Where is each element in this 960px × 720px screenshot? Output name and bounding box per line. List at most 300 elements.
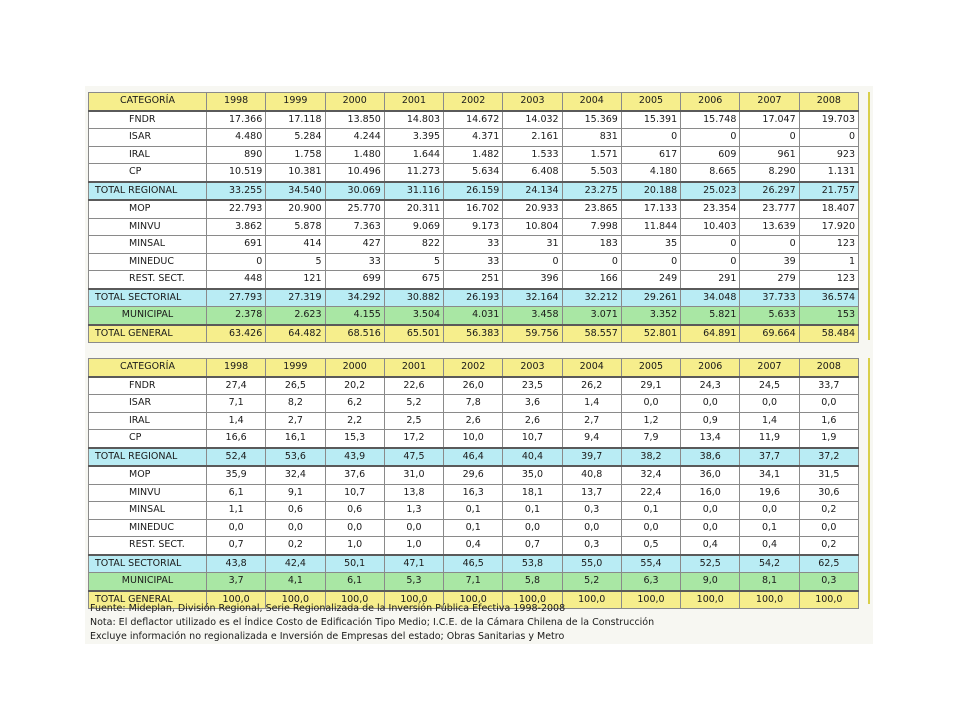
table-cell: 1.533 xyxy=(503,146,562,164)
table-cell: 20.311 xyxy=(384,200,443,218)
row-label: MOP xyxy=(89,200,207,218)
table-row-general xyxy=(89,325,859,343)
table-cell: 33 xyxy=(444,236,503,254)
table-cell: 16,6 xyxy=(207,430,266,448)
side-mark xyxy=(868,358,870,604)
table-cell: 22.793 xyxy=(207,200,266,218)
table-cell: 4,1 xyxy=(266,573,325,591)
table-cell: 10.381 xyxy=(266,164,325,182)
table-cell: 7,9 xyxy=(621,430,680,448)
table-cell: 4.031 xyxy=(444,307,503,325)
column-header-year: 2004 xyxy=(562,93,621,111)
table-cell: 11.273 xyxy=(384,164,443,182)
table-cell: 42,4 xyxy=(266,555,325,573)
table-cell: 13,7 xyxy=(562,484,621,502)
table-cell: 100,0 xyxy=(681,591,740,609)
table-cell: 0 xyxy=(562,253,621,271)
table-cell: 46,4 xyxy=(444,448,503,467)
table-cell: 22,4 xyxy=(621,484,680,502)
table-cell: 24,3 xyxy=(681,377,740,395)
table-row xyxy=(89,129,859,147)
column-header-year: 2003 xyxy=(503,359,562,377)
table-row-municipal xyxy=(89,307,859,325)
table-cell: 7.363 xyxy=(325,218,384,236)
table-cell: 8.665 xyxy=(681,164,740,182)
column-header-year: 1998 xyxy=(207,359,266,377)
table-cell: 396 xyxy=(503,271,562,289)
table-cell: 0,0 xyxy=(562,519,621,537)
row-label: ISAR xyxy=(89,395,207,413)
table-cell: 32,4 xyxy=(266,466,325,484)
table-cell: 5.878 xyxy=(266,218,325,236)
table-cell: 100,0 xyxy=(740,591,799,609)
table-cell: 2,7 xyxy=(266,412,325,430)
table-row xyxy=(89,377,859,395)
table-cell: 18.407 xyxy=(799,200,858,218)
table-cell: 3.395 xyxy=(384,129,443,147)
table-cell: 100,0 xyxy=(266,591,325,609)
row-label: REST. SECT. xyxy=(89,537,207,555)
table-cell: 1.758 xyxy=(266,146,325,164)
table-cell: 1.480 xyxy=(325,146,384,164)
row-label: MOP xyxy=(89,466,207,484)
table-cell: 37,7 xyxy=(740,448,799,467)
table-cell: 59.756 xyxy=(503,325,562,343)
table-cell: 0 xyxy=(681,129,740,147)
table-cell: 31 xyxy=(503,236,562,254)
row-label: REST. SECT. xyxy=(89,271,207,289)
table-cell: 69.664 xyxy=(740,325,799,343)
table-cell: 0,1 xyxy=(444,502,503,520)
table-cell: 34.292 xyxy=(325,289,384,307)
column-header-year: 2006 xyxy=(681,359,740,377)
table-cell: 34.540 xyxy=(266,182,325,201)
table-cell: 100,0 xyxy=(444,591,503,609)
table-cell: 10,7 xyxy=(503,430,562,448)
table-cell: 26.297 xyxy=(740,182,799,201)
table-cell: 8.290 xyxy=(740,164,799,182)
row-label: FNDR xyxy=(89,377,207,395)
table-cell: 100,0 xyxy=(207,591,266,609)
table-cell: 30.069 xyxy=(325,182,384,201)
table-cell: 4.480 xyxy=(207,129,266,147)
table-cell: 23,5 xyxy=(503,377,562,395)
table-cell: 32,4 xyxy=(621,466,680,484)
table-cell: 5,3 xyxy=(384,573,443,591)
table-row xyxy=(89,111,859,129)
table-cell: 5 xyxy=(384,253,443,271)
table-cell: 14.803 xyxy=(384,111,443,129)
table-cell: 0,1 xyxy=(444,519,503,537)
table-cell: 0,1 xyxy=(503,502,562,520)
table-cell: 414 xyxy=(266,236,325,254)
table-cell: 8,2 xyxy=(266,395,325,413)
table-cell: 15,3 xyxy=(325,430,384,448)
column-header-year: 2004 xyxy=(562,359,621,377)
table-cell: 32.164 xyxy=(503,289,562,307)
table-cell: 0,2 xyxy=(266,537,325,555)
table-cell: 30,6 xyxy=(799,484,858,502)
table-cell: 9,0 xyxy=(681,573,740,591)
table-cell: 16,3 xyxy=(444,484,503,502)
table-cell: 822 xyxy=(384,236,443,254)
column-header-category: CATEGORÍA xyxy=(89,93,207,111)
table-row-regional xyxy=(89,448,859,467)
table-cell: 2.161 xyxy=(503,129,562,147)
row-label: TOTAL REGIONAL xyxy=(89,182,207,201)
table-row xyxy=(89,430,859,448)
table-cell: 26,2 xyxy=(562,377,621,395)
table-cell: 0,0 xyxy=(621,519,680,537)
table-cell: 291 xyxy=(681,271,740,289)
table-cell: 20.933 xyxy=(503,200,562,218)
table-cell: 50,1 xyxy=(325,555,384,573)
table-cell: 0,1 xyxy=(740,519,799,537)
table-cell: 58.557 xyxy=(562,325,621,343)
table-cell: 448 xyxy=(207,271,266,289)
column-header-year: 2001 xyxy=(384,93,443,111)
table-cell: 17,2 xyxy=(384,430,443,448)
table-cell: 691 xyxy=(207,236,266,254)
table-cell: 6.408 xyxy=(503,164,562,182)
table-cell: 0,0 xyxy=(799,395,858,413)
table-cell: 153 xyxy=(799,307,858,325)
table-cell: 16,1 xyxy=(266,430,325,448)
table-cell: 675 xyxy=(384,271,443,289)
table-cell: 23.865 xyxy=(562,200,621,218)
table-cell: 29,6 xyxy=(444,466,503,484)
table-cell: 23.354 xyxy=(681,200,740,218)
table-cell: 923 xyxy=(799,146,858,164)
investment-percentage-table xyxy=(88,358,859,609)
table-cell: 39 xyxy=(740,253,799,271)
table-row xyxy=(89,484,859,502)
column-header-year: 2003 xyxy=(503,93,562,111)
column-header-year: 2005 xyxy=(621,359,680,377)
row-label: MUNICIPAL xyxy=(89,573,207,591)
table-cell: 3.071 xyxy=(562,307,621,325)
table-cell: 20.900 xyxy=(266,200,325,218)
table-cell: 55,4 xyxy=(621,555,680,573)
row-label: MINSAL xyxy=(89,502,207,520)
table-header-row xyxy=(89,93,859,111)
table-cell: 17.920 xyxy=(799,218,858,236)
row-label: TOTAL SECTORIAL xyxy=(89,289,207,307)
table-cell: 0,1 xyxy=(621,502,680,520)
table-cell: 64.891 xyxy=(681,325,740,343)
table-cell: 3,7 xyxy=(207,573,266,591)
table-cell: 166 xyxy=(562,271,621,289)
table-cell: 427 xyxy=(325,236,384,254)
table-cell: 1,6 xyxy=(799,412,858,430)
table-row-municipal xyxy=(89,573,859,591)
row-label: IRAL xyxy=(89,146,207,164)
table-cell: 2,5 xyxy=(384,412,443,430)
table-cell: 11.844 xyxy=(621,218,680,236)
table-cell: 10.519 xyxy=(207,164,266,182)
table-cell: 35,0 xyxy=(503,466,562,484)
table-cell: 5,2 xyxy=(384,395,443,413)
table-cell: 10,7 xyxy=(325,484,384,502)
column-header-year: 2008 xyxy=(799,93,858,111)
table-cell: 3,6 xyxy=(503,395,562,413)
table-cell: 13.639 xyxy=(740,218,799,236)
table-cell: 7,8 xyxy=(444,395,503,413)
table-row xyxy=(89,412,859,430)
table-cell: 31,0 xyxy=(384,466,443,484)
table-cell: 29.261 xyxy=(621,289,680,307)
table-cell: 0 xyxy=(681,253,740,271)
table-cell: 5.821 xyxy=(681,307,740,325)
table-cell: 35,9 xyxy=(207,466,266,484)
table-cell: 27,4 xyxy=(207,377,266,395)
table-cell: 52,5 xyxy=(681,555,740,573)
table-cell: 40,8 xyxy=(562,466,621,484)
table-cell: 2,6 xyxy=(503,412,562,430)
table-cell: 56.383 xyxy=(444,325,503,343)
table-cell: 43,9 xyxy=(325,448,384,467)
table-cell: 4.244 xyxy=(325,129,384,147)
table-cell: 16,0 xyxy=(681,484,740,502)
table-cell: 100,0 xyxy=(503,591,562,609)
table-cell: 35 xyxy=(621,236,680,254)
table-cell: 699 xyxy=(325,271,384,289)
table-cell: 1.644 xyxy=(384,146,443,164)
table-row xyxy=(89,146,859,164)
table-cell: 0,0 xyxy=(681,519,740,537)
row-label: TOTAL REGIONAL xyxy=(89,448,207,467)
table-cell: 0 xyxy=(621,253,680,271)
table-cell: 0,5 xyxy=(621,537,680,555)
table-cell: 17.133 xyxy=(621,200,680,218)
table-cell: 100,0 xyxy=(621,591,680,609)
table-cell: 100,0 xyxy=(562,591,621,609)
table-header-row xyxy=(89,359,859,377)
table-cell: 33 xyxy=(325,253,384,271)
column-header-year: 2005 xyxy=(621,93,680,111)
table-cell: 63.426 xyxy=(207,325,266,343)
table-cell: 0,4 xyxy=(444,537,503,555)
table-cell: 0,0 xyxy=(266,519,325,537)
row-label: MINEDUC xyxy=(89,519,207,537)
table-cell: 43,8 xyxy=(207,555,266,573)
table-cell: 37,2 xyxy=(799,448,858,467)
table-cell: 9.069 xyxy=(384,218,443,236)
table-cell: 2,2 xyxy=(325,412,384,430)
table-cell: 36.574 xyxy=(799,289,858,307)
table-cell: 0,9 xyxy=(681,412,740,430)
investment-amount-table xyxy=(88,92,859,343)
table-cell: 249 xyxy=(621,271,680,289)
table-row xyxy=(89,218,859,236)
table-cell: 4.180 xyxy=(621,164,680,182)
table-cell: 1,4 xyxy=(740,412,799,430)
row-label: MINVU xyxy=(89,484,207,502)
table-cell: 33 xyxy=(444,253,503,271)
table-cell: 14.672 xyxy=(444,111,503,129)
table-cell: 33,7 xyxy=(799,377,858,395)
table-cell: 5.503 xyxy=(562,164,621,182)
table-cell: 890 xyxy=(207,146,266,164)
table-cell: 0,3 xyxy=(562,502,621,520)
column-header-year: 2007 xyxy=(740,359,799,377)
column-header-year: 2008 xyxy=(799,359,858,377)
table-cell: 31,5 xyxy=(799,466,858,484)
table-row xyxy=(89,164,859,182)
table-row-regional xyxy=(89,182,859,201)
row-label: ISAR xyxy=(89,129,207,147)
row-label: MINEDUC xyxy=(89,253,207,271)
column-header-year: 2002 xyxy=(444,359,503,377)
table-cell: 10,0 xyxy=(444,430,503,448)
table-cell: 27.319 xyxy=(266,289,325,307)
table-cell: 15.391 xyxy=(621,111,680,129)
table-cell: 13,8 xyxy=(384,484,443,502)
table-cell: 17.118 xyxy=(266,111,325,129)
table-cell: 16.702 xyxy=(444,200,503,218)
table-cell: 15.748 xyxy=(681,111,740,129)
table-cell: 52.801 xyxy=(621,325,680,343)
table-row xyxy=(89,200,859,218)
row-label: IRAL xyxy=(89,412,207,430)
table-cell: 20,2 xyxy=(325,377,384,395)
table-cell: 2,6 xyxy=(444,412,503,430)
table-cell: 15.369 xyxy=(562,111,621,129)
table-cell: 25.770 xyxy=(325,200,384,218)
table-cell: 22,6 xyxy=(384,377,443,395)
table-cell: 617 xyxy=(621,146,680,164)
table-cell: 279 xyxy=(740,271,799,289)
table-cell: 13.850 xyxy=(325,111,384,129)
table-cell: 0 xyxy=(503,253,562,271)
table-cell: 26.193 xyxy=(444,289,503,307)
table-row xyxy=(89,395,859,413)
table-cell: 831 xyxy=(562,129,621,147)
table-cell: 1,9 xyxy=(799,430,858,448)
table-cell: 2,7 xyxy=(562,412,621,430)
row-label: FNDR xyxy=(89,111,207,129)
table-cell: 19.703 xyxy=(799,111,858,129)
table-cell: 4.371 xyxy=(444,129,503,147)
table-cell: 5.634 xyxy=(444,164,503,182)
table-row xyxy=(89,502,859,520)
table-cell: 62,5 xyxy=(799,555,858,573)
table-cell: 0,0 xyxy=(681,395,740,413)
row-label: MINVU xyxy=(89,218,207,236)
table-cell: 10.804 xyxy=(503,218,562,236)
table-cell: 9,4 xyxy=(562,430,621,448)
table-cell: 5.284 xyxy=(266,129,325,147)
table-cell: 0,7 xyxy=(207,537,266,555)
table-cell: 0,4 xyxy=(681,537,740,555)
table-cell: 47,5 xyxy=(384,448,443,467)
table-cell: 31.116 xyxy=(384,182,443,201)
table-cell: 4.155 xyxy=(325,307,384,325)
row-label: MINSAL xyxy=(89,236,207,254)
table-cell: 38,6 xyxy=(681,448,740,467)
table-cell: 64.482 xyxy=(266,325,325,343)
table-cell: 65.501 xyxy=(384,325,443,343)
table-cell: 0,0 xyxy=(740,395,799,413)
table-row-sectorial xyxy=(89,555,859,573)
table-cell: 38,2 xyxy=(621,448,680,467)
table-cell: 100,0 xyxy=(325,591,384,609)
table-cell: 18,1 xyxy=(503,484,562,502)
table-cell: 29,1 xyxy=(621,377,680,395)
table-cell: 0,3 xyxy=(799,573,858,591)
table-cell: 13,4 xyxy=(681,430,740,448)
table-cell: 37.733 xyxy=(740,289,799,307)
table-cell: 3.862 xyxy=(207,218,266,236)
table-cell: 0 xyxy=(681,236,740,254)
table-cell: 1,4 xyxy=(562,395,621,413)
table-cell: 6,1 xyxy=(207,484,266,502)
table-row xyxy=(89,253,859,271)
table-cell: 54,2 xyxy=(740,555,799,573)
table-row xyxy=(89,537,859,555)
table-cell: 0 xyxy=(621,129,680,147)
column-header-category: CATEGORÍA xyxy=(89,359,207,377)
table-cell: 24,5 xyxy=(740,377,799,395)
table-cell: 123 xyxy=(799,236,858,254)
table-cell: 27.793 xyxy=(207,289,266,307)
table-cell: 21.757 xyxy=(799,182,858,201)
column-header-year: 1999 xyxy=(266,93,325,111)
table-cell: 2.378 xyxy=(207,307,266,325)
table-cell: 7.998 xyxy=(562,218,621,236)
row-label: MUNICIPAL xyxy=(89,307,207,325)
side-mark xyxy=(868,92,870,340)
table-cell: 1,0 xyxy=(384,537,443,555)
table-row xyxy=(89,236,859,254)
table-cell: 1.571 xyxy=(562,146,621,164)
table-row-sectorial xyxy=(89,289,859,307)
table-cell: 123 xyxy=(799,271,858,289)
column-header-year: 2001 xyxy=(384,359,443,377)
source-note: Fuente: Mideplan, División Regional, Serie Regionalizada de la Inversión Pública Efectiva 1998-2008 xyxy=(90,603,566,614)
table-cell: 0,2 xyxy=(799,502,858,520)
table-cell: 30.882 xyxy=(384,289,443,307)
column-header-year: 1998 xyxy=(207,93,266,111)
table-cell: 37,6 xyxy=(325,466,384,484)
row-label: CP xyxy=(89,430,207,448)
table-cell: 9,1 xyxy=(266,484,325,502)
table-cell: 0,0 xyxy=(503,519,562,537)
table-cell: 251 xyxy=(444,271,503,289)
table-cell: 20.188 xyxy=(621,182,680,201)
table-cell: 26,0 xyxy=(444,377,503,395)
source-notes xyxy=(90,602,870,644)
table-cell: 53,8 xyxy=(503,555,562,573)
table-cell: 0,6 xyxy=(325,502,384,520)
table-cell: 0,0 xyxy=(384,519,443,537)
table-cell: 14.032 xyxy=(503,111,562,129)
table-cell: 3.504 xyxy=(384,307,443,325)
table-cell: 5 xyxy=(266,253,325,271)
table-cell: 47,1 xyxy=(384,555,443,573)
table-cell: 1,2 xyxy=(621,412,680,430)
column-header-year: 2006 xyxy=(681,93,740,111)
table-cell: 0,4 xyxy=(740,537,799,555)
table-cell: 46,5 xyxy=(444,555,503,573)
table-cell: 0,3 xyxy=(562,537,621,555)
table-cell: 11,9 xyxy=(740,430,799,448)
table-cell: 5,8 xyxy=(503,573,562,591)
table-cell: 7,1 xyxy=(207,395,266,413)
table-cell: 0,6 xyxy=(266,502,325,520)
table-cell: 25.023 xyxy=(681,182,740,201)
column-header-year: 1999 xyxy=(266,359,325,377)
